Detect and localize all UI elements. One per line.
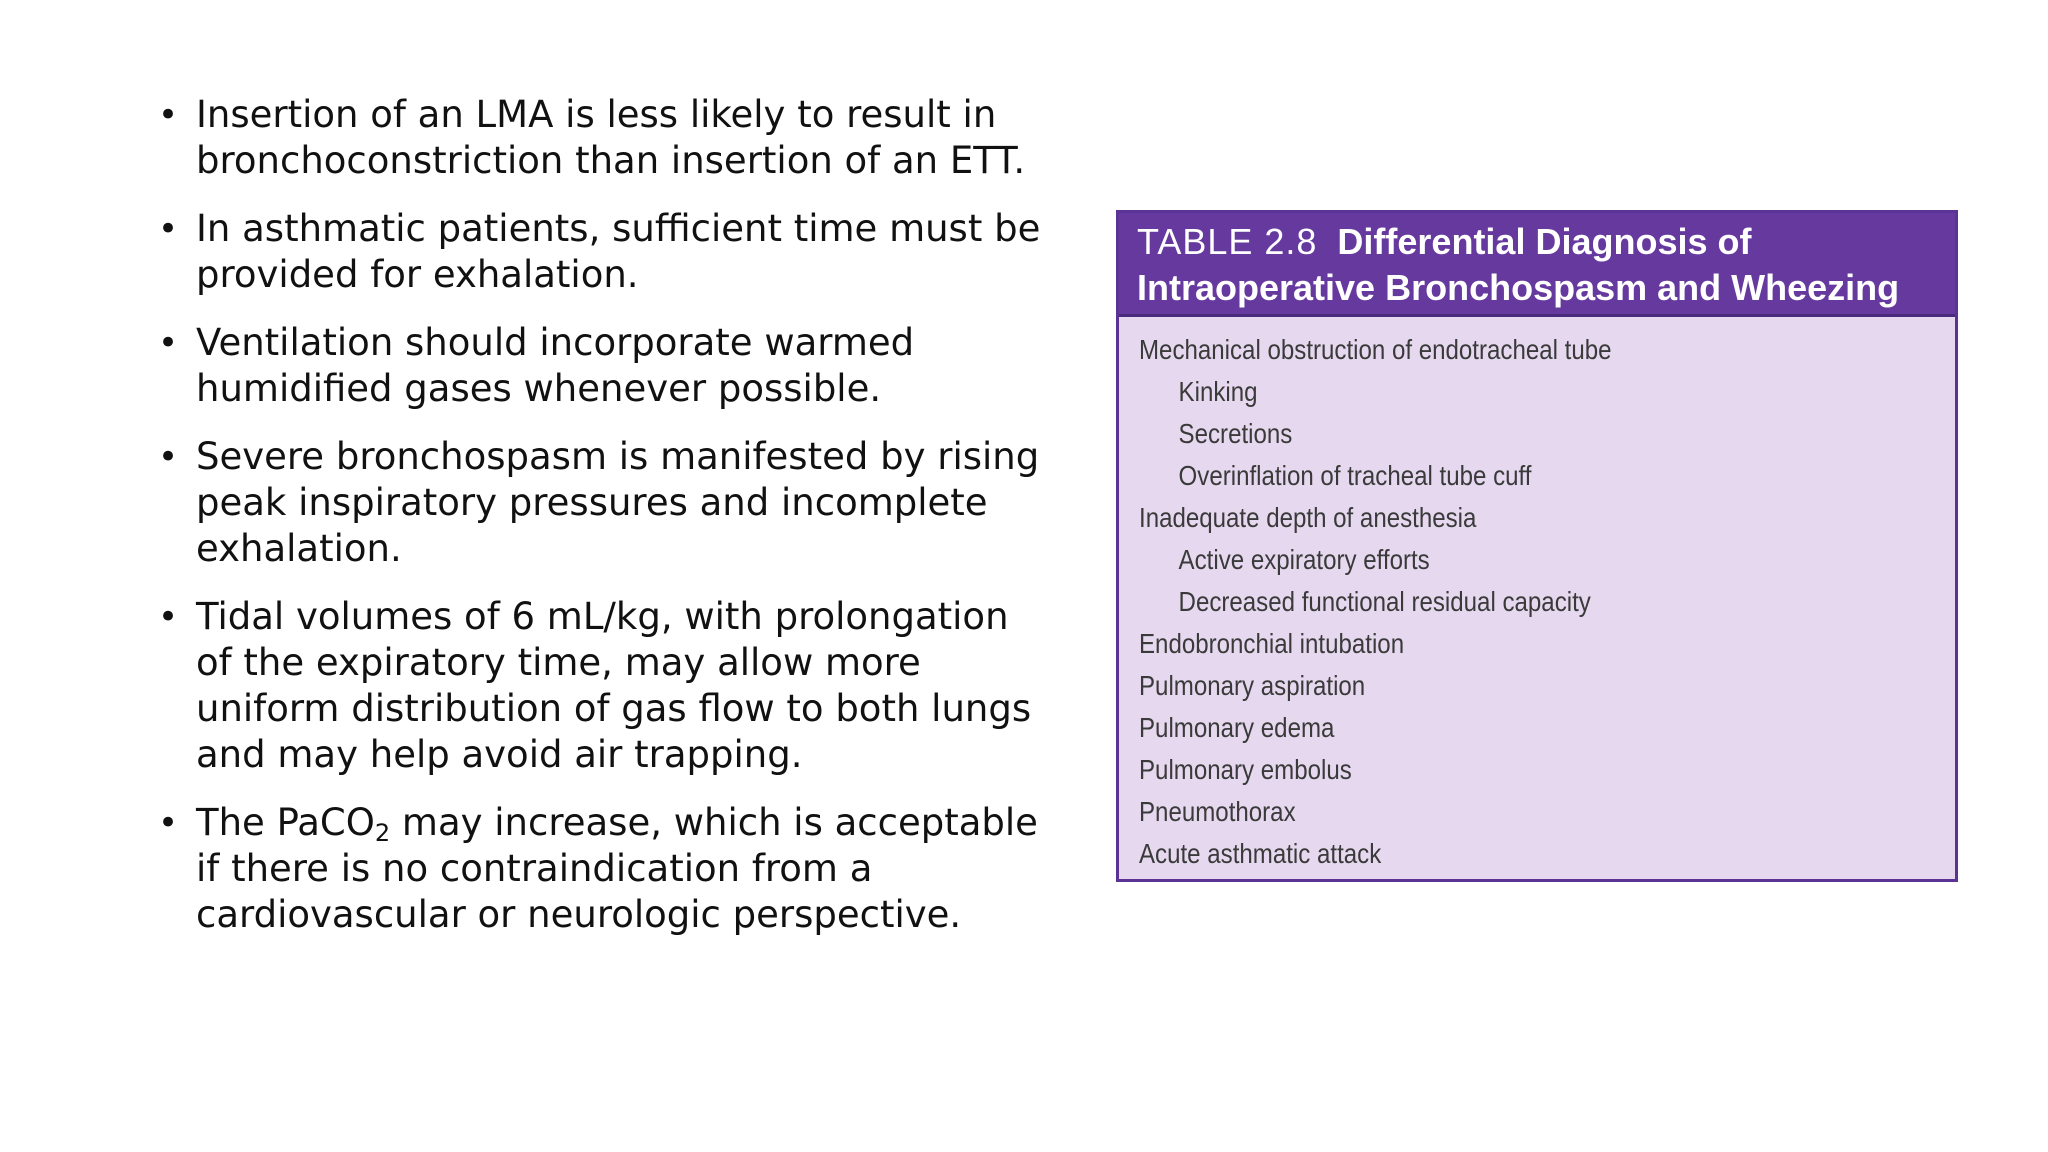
- bullet-text: Severe bronchospasm is manifested by rising peak inspiratory pressures and incomplete exhalation.: [196, 435, 1040, 570]
- bullet-dot: •: [158, 597, 179, 637]
- table-title: Differential Diagnosis of: [1337, 221, 1752, 262]
- bullet-list: [150, 92, 1050, 960]
- bullet-dot: •: [158, 803, 179, 843]
- bullet-dot: •: [158, 437, 179, 477]
- table-subrow: Secretions: [1178, 418, 1293, 449]
- bullet-item: [150, 594, 1050, 778]
- bullet-text-part: The PaCO: [196, 801, 375, 844]
- bullet-text: Tidal volumes of 6 mL/kg, with prolongation of the expiratory time, may allow more uniform distribution of gas flow to both lungs and may help avoid air trapping.: [196, 595, 1032, 776]
- bullet-dot: •: [158, 323, 179, 363]
- table-header: [1119, 213, 1955, 317]
- table-row: Mechanical obstruction of endotracheal tube: [1139, 334, 1612, 365]
- table-subrow: Kinking: [1178, 376, 1258, 407]
- bullet-text-part: may increase, which is acceptable if there is no contraindication from a cardiovascular or neurologic perspective.: [196, 801, 1038, 936]
- bullet-text: Ventilation should incorporate warmed humidified gases whenever possible.: [196, 321, 915, 410]
- bullet-text: In asthmatic patients, sufficient time must be provided for exhalation.: [196, 207, 1041, 296]
- table-row: Pulmonary aspiration: [1139, 670, 1366, 701]
- table-subrow: Decreased functional residual capacity: [1178, 586, 1591, 617]
- bullet-text: [196, 801, 1038, 936]
- bullet-dot: •: [158, 209, 179, 249]
- bullet-item: [150, 206, 1050, 298]
- bullet-dot: •: [158, 95, 179, 135]
- table-row: Acute asthmatic attack: [1139, 838, 1382, 869]
- bullet-text: Insertion of an LMA is less likely to result in bronchoconstriction than insertion of an ETT.: [196, 93, 1026, 182]
- bullet-item: [150, 92, 1050, 184]
- bullet-item: [150, 800, 1050, 938]
- table-number: TABLE 2.8: [1137, 221, 1318, 262]
- table-subrow: Active expiratory efforts: [1178, 544, 1430, 575]
- table-row: Pulmonary edema: [1139, 712, 1335, 743]
- differential-diagnosis-table: [1116, 210, 1958, 882]
- table-title-line-1: [1137, 219, 1941, 265]
- subscript-2: 2: [374, 819, 391, 847]
- table-subrow: Overinflation of tracheal tube cuff: [1178, 460, 1532, 491]
- table-row: Inadequate depth of anesthesia: [1139, 502, 1477, 533]
- bullet-item: [150, 434, 1050, 572]
- table-row: Endobronchial intubation: [1139, 628, 1405, 659]
- table-row: Pulmonary embolus: [1139, 754, 1352, 785]
- table-row: Pneumothorax: [1139, 796, 1296, 827]
- table-body: [1119, 317, 1955, 875]
- bullet-item: [150, 320, 1050, 412]
- table-title-line-2: Intraoperative Bronchospasm and Wheezing: [1137, 267, 1900, 308]
